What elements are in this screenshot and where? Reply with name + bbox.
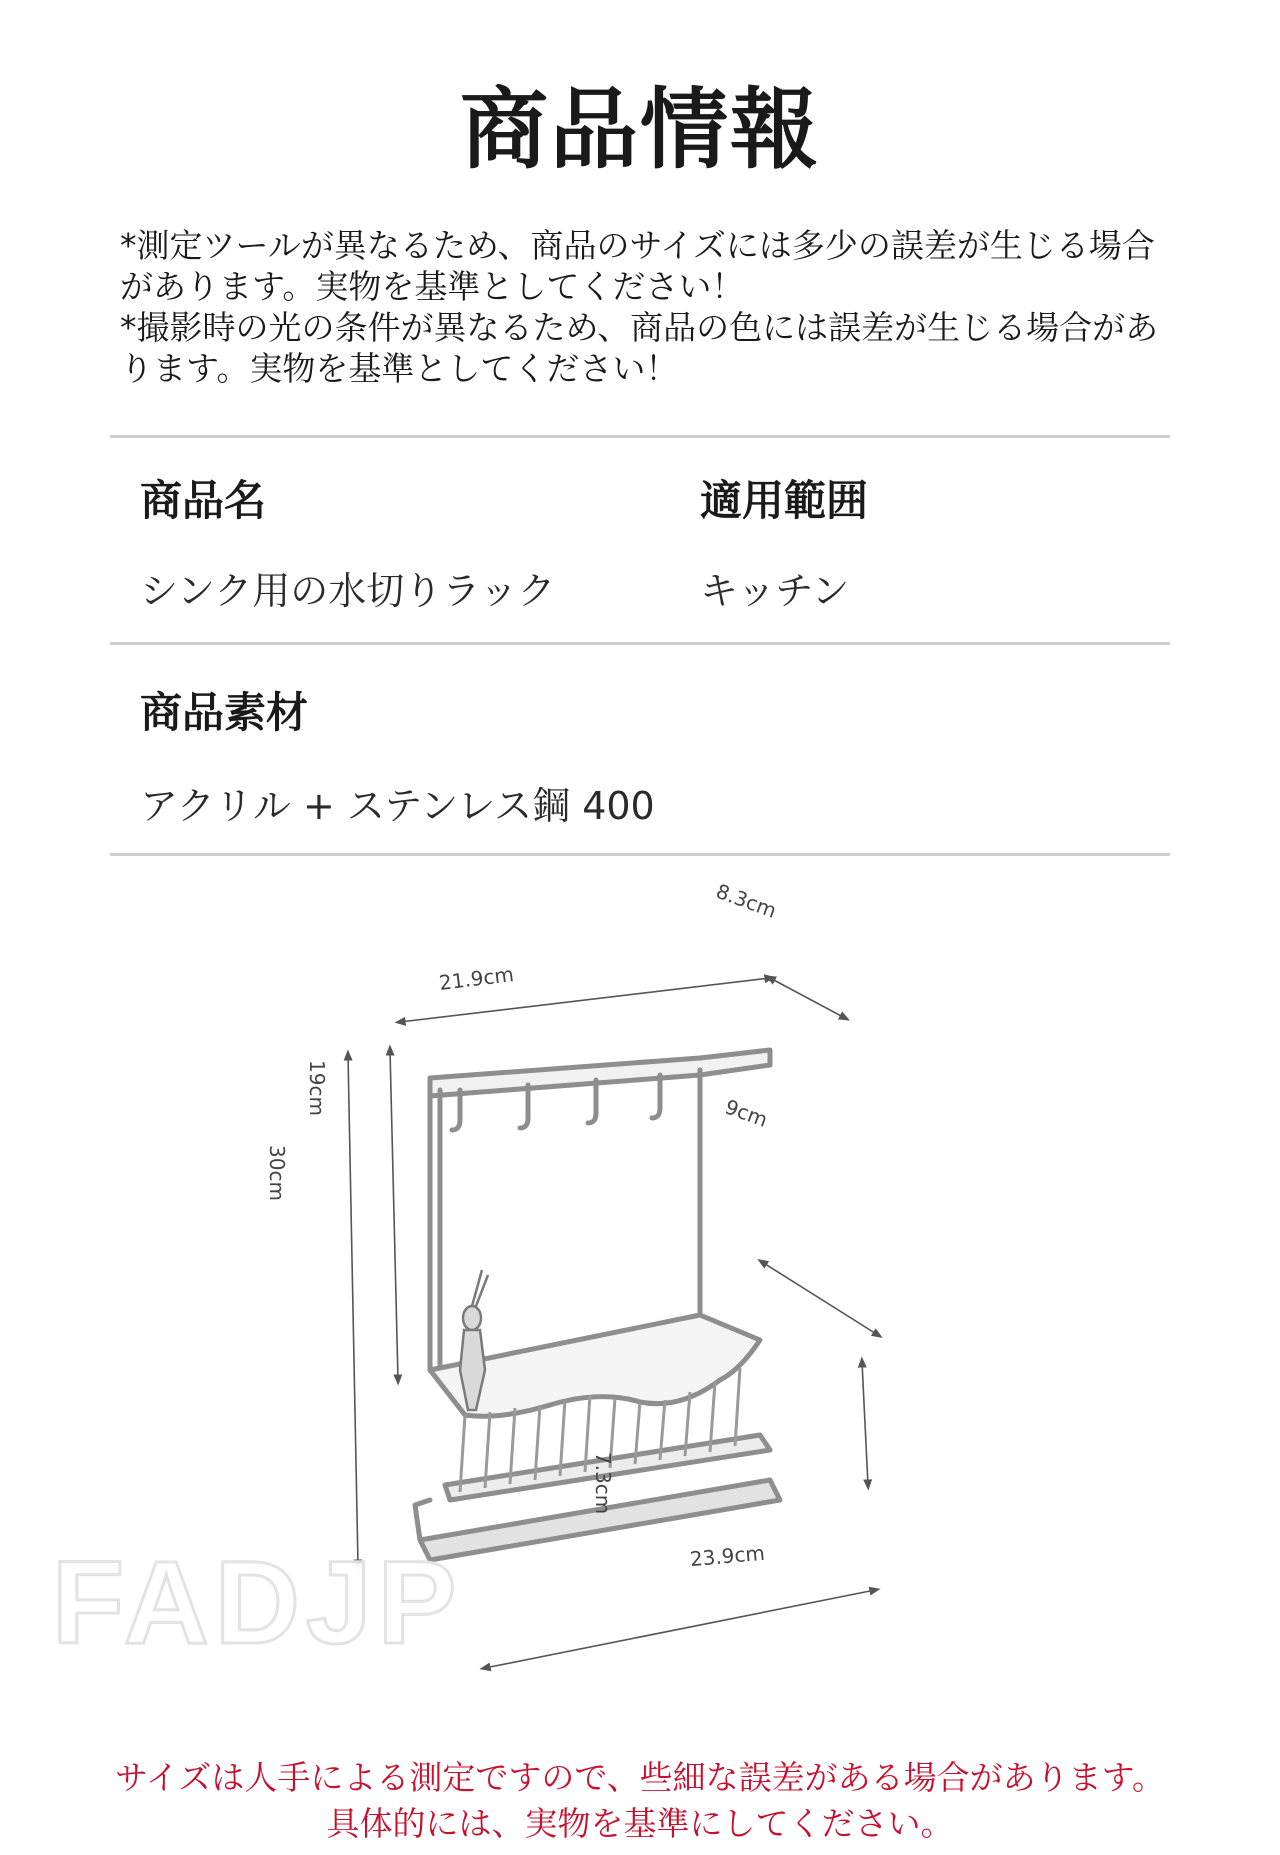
note-color: *撮影時の光の条件が異なるため、商品の色には誤差が生じる場合があります。実物を基準としてください！	[120, 308, 1159, 388]
upper-height-label: 19cm	[305, 1060, 329, 1116]
divider	[110, 853, 1170, 856]
product-name-label: 商品名	[140, 476, 267, 525]
basket-depth-arrow	[762, 1262, 878, 1335]
scope-value: キッチン	[700, 569, 850, 613]
base-width-arrow	[485, 1590, 875, 1668]
total-height-label: 30cm	[265, 1145, 289, 1201]
divider	[110, 435, 1170, 438]
watermark-logo: FADJP	[52, 1537, 463, 1669]
top-depth-label: 8.3cm	[712, 878, 780, 923]
footer-line-2: 具体的には、実物を基準にしてください。	[326, 1804, 954, 1843]
material-value: アクリル + ステンレス鋼 400	[140, 784, 655, 828]
product-name-value: シンク用の水切りラック	[140, 569, 556, 613]
footer-line-1: サイズは人手による測定ですので、些細な誤差がある場合があります。	[114, 1758, 1166, 1797]
base-width-label: 23.9cm	[688, 1540, 766, 1572]
note-measurement: *測定ツールが異なるため、商品のサイズには多少の誤差が生じる場合があります。実物を基準としてください！	[120, 226, 1155, 306]
divider	[110, 642, 1170, 645]
total-height-arrow	[348, 1055, 358, 1565]
notes-block	[120, 225, 1180, 389]
basket-height-label: 7.3cm	[591, 1452, 615, 1515]
basket-depth-label: 9cm	[721, 1094, 771, 1132]
scope-label: 適用範囲	[700, 476, 869, 525]
material-label: 商品素材	[140, 688, 309, 737]
page-title: 商品情報	[459, 78, 820, 181]
top-width-label: 21.9cm	[437, 961, 516, 995]
footer-note	[0, 1755, 1280, 1847]
basket-height-arrow	[862, 1362, 868, 1485]
top-depth-arrow	[770, 978, 845, 1018]
upper-height-arrow	[390, 1050, 398, 1380]
